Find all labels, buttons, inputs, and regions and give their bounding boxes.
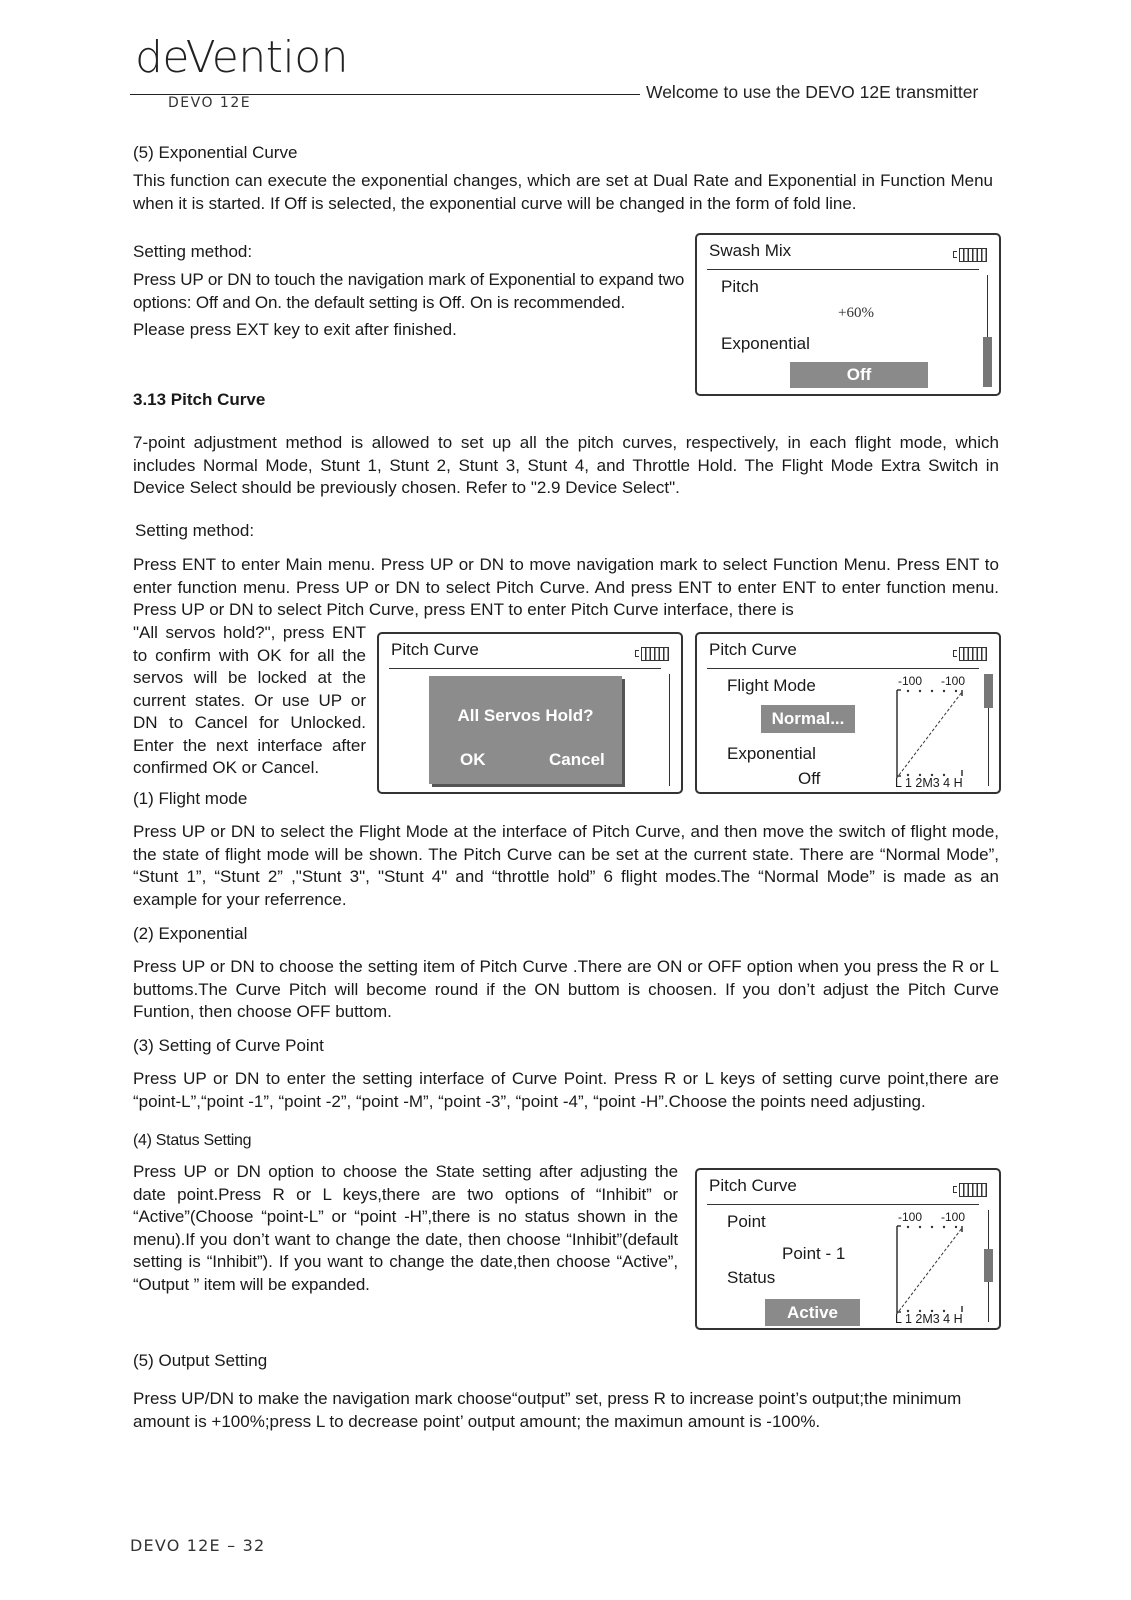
point-label: Point <box>727 1212 766 1231</box>
exp-setting-label: Setting method: <box>133 242 253 261</box>
pitch-curve-heading: 3.13 Pitch Curve <box>133 390 266 409</box>
curve-point-heading: (3) Setting of Curve Point <box>133 1036 324 1055</box>
exponential-label: Exponential <box>727 744 816 763</box>
battery-icon <box>641 647 669 661</box>
scrollbar-thumb <box>984 1249 993 1282</box>
curve-top-left-label: -100 <box>898 1210 923 1224</box>
battery-icon <box>959 647 987 661</box>
lcd-title: Pitch Curve <box>391 640 479 659</box>
lcd-servo-hold <box>377 632 683 794</box>
exp-curve-heading: (5) Exponential Curve <box>133 143 298 162</box>
status-setting-body: Press UP or DN option to choose the State setting after adjusting the date point.Press R or L keys,there are two options of “Inhibit” or “Active”(Choose “point-L” or “point -H”,there is no status shown in the menu).If you don’t want to change the date, then choose “Inhibit”(default setting is “Inhibit”). If you want to change the date,then choose “Active”, “Output ” item will be expanded. <box>133 1162 678 1294</box>
devention-logo: deVention <box>135 32 349 83</box>
pitch-curve-graph <box>894 1224 970 1316</box>
exponential-label: Exponential <box>721 334 810 353</box>
logo-model-text: DEVO 12E <box>168 95 252 111</box>
servo-hold-dialog <box>429 676 622 784</box>
flight-mode-heading: (1) Flight mode <box>133 789 248 808</box>
scrollbar-track <box>669 674 670 786</box>
lcd-title-rule <box>707 269 979 270</box>
status-label: Status <box>727 1268 776 1287</box>
flight-mode-label: Flight Mode <box>727 676 816 695</box>
pitch-setting-label: Setting method: <box>135 521 255 540</box>
exp-curve-body: This function can execute the exponential changes, which are set at Dual Rate and Exponential in Function Menu when it is started. If Off is selected, the exponential curve will be changed in the form of fold line. <box>133 171 993 213</box>
exponential-off-option: Off <box>790 362 928 388</box>
exponential-value: Off <box>798 769 821 788</box>
status-setting-heading: (4) Status Setting <box>133 1132 252 1149</box>
output-setting-heading: (5) Output Setting <box>133 1351 268 1370</box>
exp-exit-note: Please press EXT key to exit after finished. <box>133 320 457 339</box>
lcd-flight-mode <box>695 632 1001 794</box>
pitch-value: +60% <box>838 305 874 321</box>
curve-axis-labels: L 1 2M3 4 H <box>895 776 963 790</box>
page-footer: DEVO 12E – 32 <box>130 1536 266 1555</box>
lcd-title: Pitch Curve <box>709 1176 797 1195</box>
servo-hold-note: "All servos hold?", press ENT to confirm with OK for all the servos will be locked at the current states. Or use UP or DN to Cancel for Unlocked. Enter the next interface after confirmed OK or Cancel. <box>133 623 366 777</box>
ok-button: OK <box>460 750 486 769</box>
cancel-button: Cancel <box>549 750 605 769</box>
lcd-title-rule <box>707 668 979 669</box>
header-rule <box>130 94 640 95</box>
curve-top-right-label: -100 <box>941 674 966 688</box>
lcd-swash-mix <box>695 233 1001 396</box>
curve-point-body: Press UP or DN to enter the setting interface of Curve Point. Press R or L keys of setting curve point,there are “point-L”,“point -1”, “point -2”, “point -M”, “point -3”, “point -4”, “point -H”.Choose the points need adjusting. <box>133 1069 999 1111</box>
pitch-setting-body: Press ENT to enter Main menu. Press UP or DN to move navigation mark to select Function Menu. Press ENT to enter function menu. Press UP or DN to select Pitch Curve. And press ENT to enter ENT to enter function menu. Press UP or DN to select Pitch Curve, press ENT to enter Pitch Curve interface, there is <box>133 555 999 619</box>
curve-top-right-label: -100 <box>941 1210 966 1224</box>
pitch-label: Pitch <box>721 277 759 296</box>
servo-hold-question: All Servos Hold? <box>457 706 594 725</box>
output-setting-body: Press UP/DN to make the navigation mark choose“output” set, press R to increase point’s output;the minimum amount is +100%;press L to decrease point’ output amount; the maximun amount is -100%. <box>133 1389 962 1431</box>
pitch-curve-intro: 7-point adjustment method is allowed to set up all the pitch curves, respectively, in each flight mode, which includes Normal Mode, Stunt 1, Stunt 2, Stunt 3, Stunt 4, and Throttle Hold. The Flight Mode Extra Switch in Device Select should be previously chosen. Refer to "2.9 Device Select". <box>133 433 999 497</box>
lcd-title-rule <box>707 1204 979 1205</box>
status-active-option: Active <box>765 1299 860 1326</box>
header-welcome: Welcome to use the DEVO 12E transmitter <box>646 82 979 102</box>
curve-axis-labels: L 1 2M3 4 H <box>895 1312 963 1326</box>
exp-setting-body: Press UP or DN to touch the navigation mark of Exponential to expand two options: Off and On. the default setting is Off. On is recommended. <box>133 270 685 312</box>
scrollbar-thumb <box>984 674 993 708</box>
lcd-title: Pitch Curve <box>709 640 797 659</box>
scrollbar-thumb <box>983 337 992 387</box>
battery-icon <box>959 1183 987 1197</box>
lcd-title: Swash Mix <box>709 241 792 260</box>
pitch-curve-graph <box>894 688 970 780</box>
flight-mode-value: Normal... <box>761 705 855 733</box>
exponential-heading: (2) Exponential <box>133 924 248 943</box>
lcd-curve-point <box>695 1168 1001 1330</box>
point-value: Point - 1 <box>782 1244 846 1263</box>
flight-mode-body: Press UP or DN to select the Flight Mode at the interface of Pitch Curve, and then move the switch of flight mode, the state of flight mode will be shown. The Pitch Curve can be set at the current state. There are “Normal Mode”, “Stunt 1”, “Stunt 2” ,"Stunt 3", "Stunt 4" and “throttle hold” 6 flight modes.The “Normal Mode” is made as an example for your referrence. <box>133 822 999 909</box>
curve-top-left-label: -100 <box>898 674 923 688</box>
exponential-body: Press UP or DN to choose the setting item of Pitch Curve .There are ON or OFF option when you press the R or L buttoms.The Curve Pitch will become round if the ON buttom is choosen. If you don’t adjust the Pitch Curve Funtion, then choose OFF buttom. <box>133 957 999 1021</box>
battery-icon <box>959 248 987 262</box>
lcd-title-rule <box>389 668 661 669</box>
